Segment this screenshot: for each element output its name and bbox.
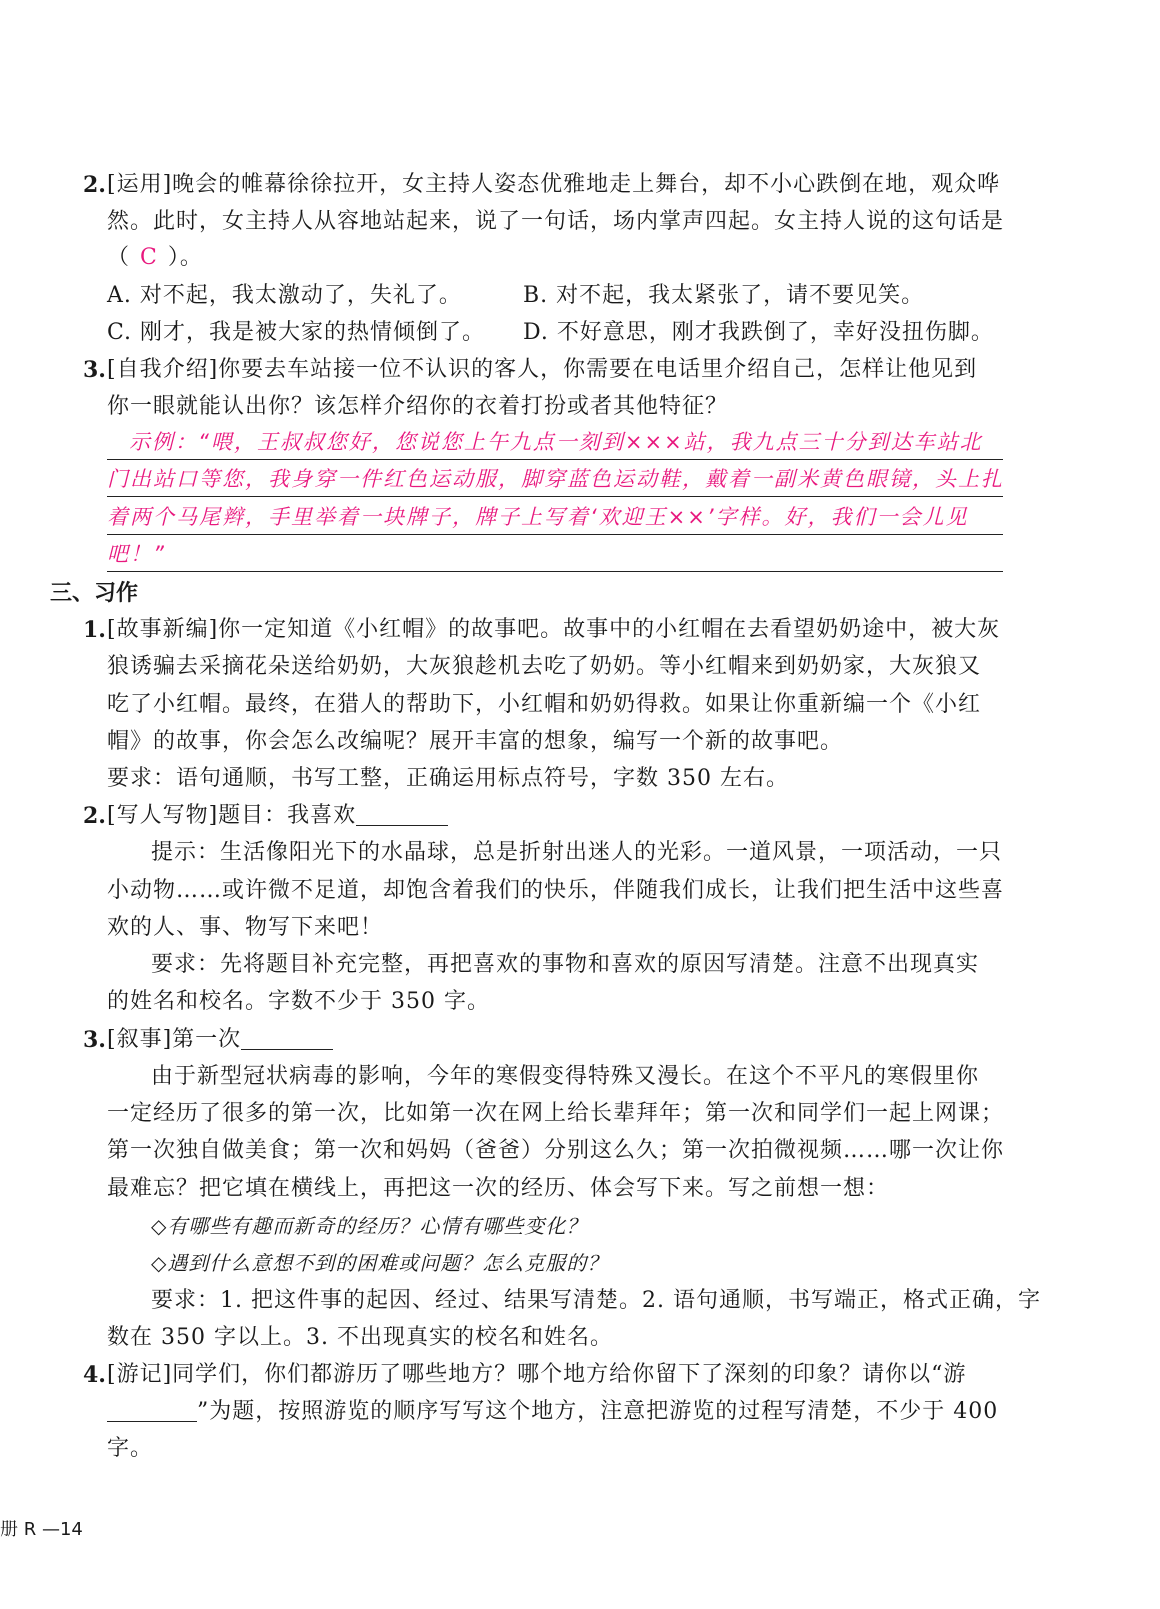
s3-item3-line-7: 要求：1. 把这件事的起因、经过、结果写清楚。2. 语句通顺，书写端正，格式正确，字 [151, 1288, 1041, 1313]
q3-line-1 [107, 355, 1007, 385]
s3-item3-line-4: 最难忘？把它填在横线上，再把这一次的经历、体会写下来。写之前想一想： [107, 1176, 890, 1201]
q2-option-b: B. 对不起，我太紧张了，请不要见笑。 [523, 283, 925, 308]
s3-item3-number: 3. [83, 1027, 106, 1053]
s3-item2-line-5: 的姓名和校名。字数不少于 350 字。 [107, 989, 490, 1014]
s3-item3-title: 第一次 [172, 1027, 242, 1052]
s3-item4-text-1: 同学们，你们都游历了哪些地方？哪个地方给你留下了深刻的印象？请你以“游 [172, 1362, 967, 1387]
s3-item3-bullet-2: ◇遇到什么意想不到的困难或问题？怎么克服的？ [151, 1251, 609, 1275]
answer-rule-3 [107, 534, 1003, 535]
q2-line-2: 然。此时，女主持人从容地站起来，说了一句话，场内掌声四起。女主持人说的这句话是 [107, 209, 1005, 234]
s3-item4-line-3: 字。 [107, 1436, 154, 1461]
s3-item4-tag: [游记] [107, 1362, 173, 1387]
s3-item4-line-2 [107, 1397, 1007, 1427]
s3-item2-line-2: 小动物……或许微不足道，却饱含着我们的快乐，伴随我们成长，让我们把生活中这些喜 [107, 878, 1005, 903]
s3-item4-number: 4. [83, 1362, 106, 1388]
q2-paren-open: （ [107, 245, 131, 270]
title-blank[interactable] [107, 1399, 197, 1422]
s3-item1-text-1: 你一定知道《小红帽》的故事吧。故事中的小红帽在去看望奶奶途中，被大灰 [218, 617, 1001, 642]
s3-item2-title-line [107, 801, 1007, 831]
answer-rule-2 [107, 496, 1003, 497]
q2-answer-line [107, 243, 1007, 273]
q2-paren-close: ）。 [167, 245, 203, 270]
q3-text-1: 你要去车站接一位不认识的客人，你需要在电话里介绍自己，怎样让他见到 [218, 357, 978, 382]
q2-number: 2. [83, 172, 106, 198]
answer-rule-1 [107, 459, 1003, 460]
s3-item1-line-1 [107, 615, 1007, 645]
q2-option-a: A. 对不起，我太激动了，失礼了。 [107, 283, 462, 308]
section-title: 三、习作 [50, 580, 139, 606]
q3-answer-line-4: 吧！” [107, 542, 166, 566]
title-blank[interactable] [356, 803, 448, 826]
s3-item4-line-1 [107, 1360, 1007, 1390]
s3-item1-line-3: 吃了小红帽。最终，在猎人的帮助下，小红帽和奶奶得救。如果让你重新编一个《小红 [107, 692, 982, 717]
s3-item1-line-4: 帽》的故事，你会怎么改编呢？展开丰富的想象，编写一个新的故事吧。 [107, 729, 844, 754]
q3-line-2: 你一眼就能认出你？该怎样介绍你的衣着打扮或者其他特征？ [107, 394, 729, 419]
s3-item3-tag: [叙事] [107, 1027, 173, 1052]
q2-answer: C [140, 245, 158, 270]
s3-item3-line-1: 由于新型冠状病毒的影响，今年的寒假变得特殊又漫长。在这个不平凡的寒假里你 [151, 1064, 980, 1089]
s3-item3-bullet-1: ◇有哪些有趣而新奇的经历？心情有哪些变化？ [151, 1214, 588, 1238]
s3-item2-number: 2. [83, 803, 106, 829]
q2-tag: [运用] [107, 172, 173, 197]
q2-line-1 [107, 170, 1007, 200]
q2-text-1: 晚会的帷幕徐徐拉开，女主持人姿态优雅地走上舞台，却不小心跌倒在地，观众哗 [172, 172, 1001, 197]
s3-item3-line-8: 数在 350 字以上。3. 不出现真实的校名和姓名。 [107, 1325, 613, 1350]
s3-item1-line-2: 狼诱骗去采摘花朵送给奶奶，大灰狼趁机去吃了奶奶。等小红帽来到奶奶家，大灰狼又 [107, 654, 982, 679]
q3-answer-line-1: 示例：“喂，王叔叔您好，您说您上午九点一刻到×××站，我九点三十分到达车站北 [129, 430, 983, 454]
page-footer: 册 R —14 [0, 1519, 83, 1540]
s3-item2-line-3: 欢的人、事、物写下来吧！ [107, 915, 384, 940]
q2-option-c: C. 刚才，我是被大家的热情倾倒了。 [107, 320, 486, 345]
s3-item2-title: 题目：我喜欢 [218, 803, 357, 828]
q3-number: 3. [83, 357, 106, 383]
q3-answer-line-3: 着两个马尾辫，手里举着一块牌子，牌子上写着‘欢迎王××’字样。好，我们一会儿见 [107, 505, 969, 529]
s3-item3-line-2: 一定经历了很多的第一次，比如第一次在网上给长辈拜年；第一次和同学们一起上网课； [107, 1101, 1005, 1126]
q3-answer-line-2: 门出站口等您，我身穿一件红色运动服，脚穿蓝色运动鞋，戴着一副米黄色眼镜，头上扎 [107, 467, 1004, 491]
s3-item1-number: 1. [83, 617, 106, 643]
s3-item1-tag: [故事新编] [107, 617, 219, 642]
s3-item2-line-4: 要求：先将题目补充完整，再把喜欢的事物和喜欢的原因写清楚。注意不出现真实 [151, 952, 980, 977]
answer-rule-4 [107, 571, 1003, 572]
title-blank[interactable] [241, 1027, 333, 1050]
s3-item4-text-2: ”为题，按照游览的顺序写写这个地方，注意把游览的过程写清楚，不少于 400 [197, 1399, 999, 1424]
s3-item2-line-1: 提示：生活像阳光下的水晶球，总是折射出迷人的光彩。一道风景，一项活动，一只 [151, 840, 1003, 865]
q2-option-d: D. 不好意思，刚才我跌倒了，幸好没扭伤脚。 [523, 320, 994, 345]
s3-item3-title-line [107, 1025, 1007, 1055]
s3-item1-requirement: 要求：语句通顺，书写工整，正确运用标点符号，字数 350 左右。 [107, 766, 789, 791]
s3-item2-tag: [写人写物] [107, 803, 219, 828]
q3-tag: [自我介绍] [107, 357, 219, 382]
s3-item3-line-3: 第一次独自做美食；第一次和妈妈（爸爸）分别这么久；第一次拍微视频……哪一次让你 [107, 1138, 1005, 1163]
